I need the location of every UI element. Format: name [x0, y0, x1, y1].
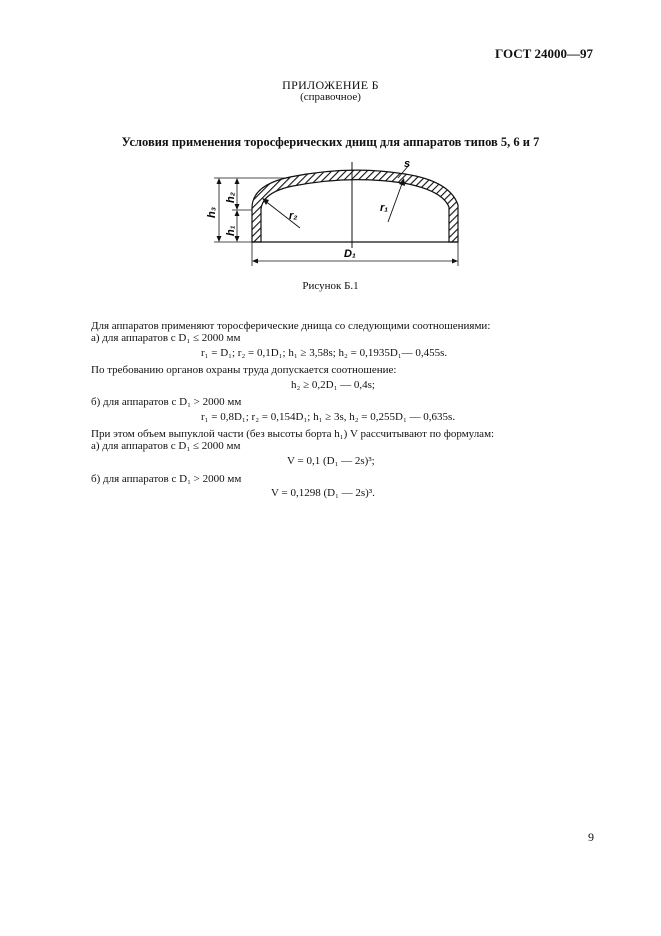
arrow-d1-right — [452, 259, 458, 264]
safety-formula: h₂ ≥ 0,2D₁ — 0,4s; — [291, 379, 375, 391]
volume-intro: При этом объем выпуклой части (без высоты борта h₁) V рассчитывают по формулам: — [91, 428, 495, 440]
figure-caption: Рисунок Б.1 — [302, 280, 359, 292]
arrow-h1-top — [235, 210, 240, 216]
case-a-formula: r₁ = D₁; r₂ = 0,1D₁; h₁ ≥ 3,58s; h₂ = 0,1935D₁— 0,455s. — [201, 347, 448, 359]
torispherical-head-figure — [200, 150, 470, 275]
page-number: 9 — [588, 830, 594, 844]
arrow-h3-top — [217, 178, 222, 184]
arrow-d1-left — [252, 259, 258, 264]
label-d1: D₁ — [344, 248, 356, 260]
volume-b-formula: V = 0,1298 (D₁ — 2s)³. — [271, 487, 375, 499]
label-s: s — [404, 158, 411, 170]
arrow-h2-top — [235, 178, 240, 184]
section-title: Условия применения торосферических днищ для аппаратов типов 5, 6 и 7 — [121, 135, 540, 149]
case-b-label: б) для аппаратов с D₁ > 2000 мм — [91, 396, 242, 408]
label-r2: r₂ — [289, 210, 298, 222]
volume-a-formula: V = 0,1 (D₁ — 2s)³; — [287, 455, 375, 467]
label-h2: h₂ — [225, 192, 237, 203]
intro-text: Для аппаратов применяют торосферические днища со следующими соотношениями: — [91, 320, 491, 332]
arrow-h2-bottom — [235, 204, 240, 210]
appendix-title: ПРИЛОЖЕНИЕ Б — [282, 78, 379, 92]
label-h1: h₁ — [225, 225, 237, 236]
head-wall-section — [252, 170, 458, 242]
volume-b-label: б) для аппаратов с D₁ > 2000 мм — [91, 473, 242, 485]
case-b-formula: r₁ = 0,8D₁; r₂ = 0,154D₁; h₁ ≥ 3s, h₂ = 0,255D₁ — 0,635s. — [201, 411, 456, 423]
volume-a-label: а) для аппаратов с D₁ ≤ 2000 мм — [91, 440, 241, 452]
leader-r1 — [388, 181, 403, 222]
safety-note: По требованию органов охраны труда допускается соотношение: — [91, 364, 397, 376]
case-a-label: а) для аппаратов с D₁ ≤ 2000 мм — [91, 332, 241, 344]
label-r1: r₁ — [380, 202, 389, 214]
arrow-h3-bottom — [217, 236, 222, 242]
appendix-subtitle: (справочное) — [300, 91, 361, 103]
standard-code: ГОСТ 24000—97 — [495, 46, 594, 61]
label-h3: h₃ — [206, 207, 218, 218]
